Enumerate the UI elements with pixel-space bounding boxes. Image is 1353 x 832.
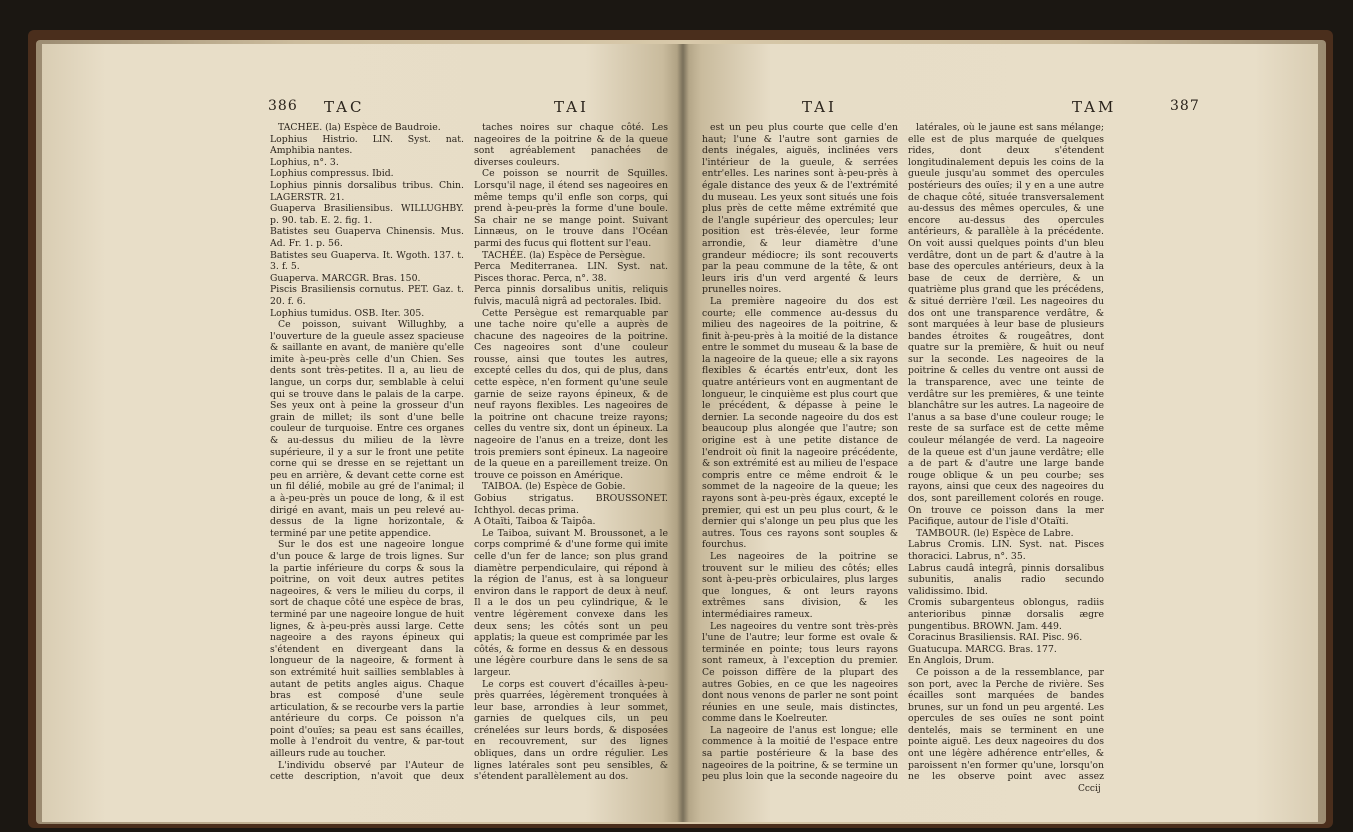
text-line: Perca pinnis dorsalibus unitis, reliquis fulvis, maculâ nigrâ ad pectorales. Ibid. <box>474 284 668 307</box>
text-line: Lophius Histrio. LIN. Syst. nat. Amphibia nantes. <box>270 133 464 157</box>
text-line: TACHÉE. (la) Espèce de Persègue. <box>482 249 646 261</box>
text-line: Lophius pinnis dorsalibus tribus. Chin. LAGERSTR. 21. <box>270 179 464 203</box>
text-line: Cromis subargenteus oblongus, radiis anterioribus pinnæ dorsalis ægre pungentibus. BROWN. Jam. 449. <box>908 597 1104 632</box>
right-page <box>682 44 1318 822</box>
text-line: est un peu plus courte que celle d'en haut; l'une & l'autre sont garnies de dents inégales, aiguës, inclinées vers l'intérieur de la gueule, & serrées entr'elles. Les narines sont à-peu-près à égale distance des yeux & de l'extrémité du museau. Les yeux sont situés une fois plus près de cette même extrémité que de l'angle supérieur des opercules; leur position est très-élevée, leur forme arrondie, & leur diamètre d'une grandeur médiocre; ils sont recouverts par la peau commune de la tête, & ont leurs iris d'un verd argenté & leurs prunelles noires. <box>702 122 898 296</box>
text-line: Guatucupa. MARCG. Bras. 177. <box>908 643 1057 655</box>
text-line: TACHÉE. (la) Espèce de Baudroie. <box>278 122 441 133</box>
text-line: Lophius compressus. Ibid. <box>270 168 394 180</box>
text-line: Les nageoires du ventre sont très-près l'une de l'autre; leur forme est ovale & terminée en pointe; tous leurs rayons sont rameux, à l'exception du premier. Ce poisson diffère de la plupart des autres Gobies, en ce que les nageoires dont nous venons de parler ne sont point réunies en une seule, mais distinctes, comme dans le Koelreuter. <box>702 620 898 725</box>
text-line: Lophius, n°. 3. <box>270 156 339 168</box>
text-line: Lophius tumidus. OSB. Iter. 305. <box>270 307 425 319</box>
open-book <box>28 18 1333 828</box>
left-header-left-word: TAC <box>324 98 365 116</box>
text-line: Sur le dos est une nageoire longue d'un pouce & large de trois lignes. Sur la partie inférieure du corps & sous la poitrine, on voit deux autres petites nageoires, & vers le milieu du corps, il sort de chaque côté une espèce de bras, terminé par une nageoire longue de huit lignes, & à-peu-près aussi large. Cette nageoire a des rayons épineux qui s'étendent en divergeant dans la longueur de la nageoire, & forment à son extrémité huit saillies semblables à autant de petits angles aigus. Chaque bras est composé d'une seule articulation, & se recourbe vers la partie antérieure du corps. Ce poisson n'a point d'ouïes; sa peau est sans écailles, molle à l'endroit du ventre, & par-tout ailleurs rude au toucher. <box>270 539 464 760</box>
text-line: TAIBOA. (le) Espèce de Gobie. <box>482 481 626 493</box>
text-line: TAMBOUR. (le) Espèce de Labre. <box>916 527 1074 539</box>
text-line: L'individu observé par l'Auteur de cette description, n'avoit que deux <box>270 759 464 782</box>
text-line: Labrus Cromis. LIN. Syst. nat. Pisces thoracici. Labrus, n°. 35. <box>908 539 1104 562</box>
right-header-right-word: TAM <box>1072 98 1117 116</box>
text-line: Guaperva. MARCGR. Bras. 150. <box>270 272 421 284</box>
right-header-left-word: TAI <box>802 98 837 116</box>
text-line: Les nageoires de la poitrine se trouvent sur le milieu des côtés; elles sont à-peu-près orbiculaires, plus larges que longues, & ont leurs rayons extrêmes sans division, & les intermédiaires rameux. <box>702 550 898 620</box>
text-line: En Anglois, Drum. <box>908 655 995 667</box>
signature-mark: Cccij <box>1078 784 1101 794</box>
right-running-header <box>682 98 1318 120</box>
text-line: Le Taiboa, suivant M. Broussonet, a le corps comprimé & d'une forme qui imite celle d'un fer de lance; son plus grand diamètre perpendiculaire, qui répond à la région de l'anus, est à sa longueur environ dans le rapport de deux à neuf. Il a le dos un peu cylindrique, & le ventre légèrement convexe dans les deux sens; les côtés sont un peu applatis; la queue est comprimée par les côtés, & forme en dessus & en dessous une légère courbure dans le sens de sa largeur. <box>474 527 668 678</box>
text-line: Guaperva Brasiliensibus. WILLUGHBY. p. 90. tab. E. 2. fig. 1. <box>270 203 464 226</box>
text-line: Batistes seu Guaperva Chinensis. Mus. Ad. Fr. 1. p. 56. <box>270 226 464 249</box>
text-line: Ce poisson se nourrit de Squilles. Lorsqu'il nage, il étend ses nageoires en même temps qu'il enfle son corps, qui prend à-peu-près la forme d'une boule. Sa chair ne se mange point. Suivant Linnæus, on le trouve dans l'Océan parmi des fucus qui flottent sur l'eau. <box>474 168 668 249</box>
text-line: Coracinus Brasiliensis. RAI. Pisc. 96. <box>908 632 1083 644</box>
left-page-column-2 <box>474 122 668 782</box>
text-line: Perca Mediterranea. LIN. Syst. nat. Pisces thorac. Perca, n°. 38. <box>474 261 668 284</box>
right-page-column-1 <box>702 122 898 782</box>
right-page-column-2 <box>908 122 1104 782</box>
text-line: La première nageoire du dos est courte; elle commence au-dessus du milieu des nageoires de la poitrine, & finit à-peu-près à la moitié de la distance entre le sommet du museau & la base de la nageoire de la queue; elle a six rayons flexibles & écartés entr'eux, dont les quatre antérieurs vont en augmentant de longueur, le cinquième est plus court que le précédent, & dépasse à peine le dernier. La seconde nageoire du dos est beaucoup plus alongée que l'autre; son origine est à une petite distance de l'endroit où finit la nageoire précédente, & son extrémité est au milieu de l'espace compris entre ce même endroit & le sommet de la nageoire de la queue; les rayons sont à-peu-près égaux, excepté le premier, qui est un peu plus court, & le dernier qui s'alonge un peu plus que les autres. Tous ces rayons sont souples & fourchus. <box>702 295 898 551</box>
left-header-right-word: TAI <box>554 98 589 116</box>
book-gutter <box>677 44 689 822</box>
text-line: La nageoire de l'anus est longue; elle commence à la moitié de l'espace entre sa partie postérieure & la base des nageoires de la poitrine, & se termine un peu plus loin que la seconde nageoire du <box>702 724 898 782</box>
left-running-header <box>42 98 682 120</box>
text-line: latérales, où le jaune est sans mélange; elle est de plus marquée de quelques rides, dont deux s'étendent longitudinalement depuis les coins de la gueule jusqu'au sommet des opercules postérieurs des ouïes; il y en a une autre de chaque côté, située transversalement au-dessus des mêmes opercules, & une encore au-dessus des opercules antérieurs, & parallèle à la précédente. On voit aussi quelques points d'un bleu verdâtre, dont un de part & d'autre à la base des opercules antérieurs, deux à la base de ceux de derrière, & un quatrième plus grand que les précédens, & situé derrière l'œil. Les nageoires du dos ont une transparence verdâtre, & sont marquées à leur base de plusieurs bandes étroites & rougeâtres, dont quatre sur la première, & huit ou neuf sur la seconde. Les nageoires de la poitrine & celles du ventre ont aussi de la transparence, avec une teinte de verdâtre sur les premières, & une teinte blanchâtre sur les autres. La nageoire de l'anus a sa base d'une couleur rouge; le reste de sa surface est de cette même couleur mélangée de verd. La nageoire de la queue est d'un jaune verdâtre; elle a de part & d'autre une large bande rouge oblique & un peu courbe; ses rayons, ainsi que ceux des nageoires du dos, sont pareillement colorés en rouge. On trouve ce poisson dans la mer Pacifique, autour de l'isle d'Otaïti. <box>908 122 1104 528</box>
left-page <box>42 44 682 822</box>
text-line: Batistes seu Guaperva. It. Wgoth. 137. t. 3. f. 5. <box>270 249 464 273</box>
text-line: A Otaïti, Taiboa & Taipôa. <box>474 516 596 528</box>
text-line: taches noires sur chaque côté. Les nageoires de la poitrine & de la queue sont agréablement panachées de diverses couleurs. <box>474 122 668 168</box>
text-line: Labrus caudâ integrâ, pinnis dorsalibus subunitis, analis radio secundo validissimo. Ibid. <box>908 562 1104 597</box>
left-page-number: 386 <box>268 98 298 114</box>
text-line: Gobius strigatus. BROUSSONET. Ichthyol. decas prima. <box>474 493 668 516</box>
text-line: Cette Persègue est remarquable par une tache noire qu'elle a auprès de chacune des nageoires de la poitrine. Ces nageoires sont d'une couleur rousse, ainsi que toutes les autres, excepté celles du dos, qui de plus, dans cette espèce, n'en forment qu'une seule garnie de seize rayons épineux, & de neuf rayons flexibles. Les nageoires de la poitrine ont chacune treize rayons; celles du ventre six, dont un épineux. La nageoire de l'anus en a treize, dont les trois premiers sont épineux. La nageoire de la queue en a pareillement treize. On trouve ce poisson en Amérique. <box>474 307 668 481</box>
left-page-column-1 <box>270 122 464 782</box>
text-line: Ce poisson a de la ressemblance, par son port, avec la Perche de rivière. Ses écailles sont marquées de bandes brunes, sur un fond un peu argenté. Les opercules de ses ouïes ne sont point dentelés, mais se terminent en une pointe aiguë. Les deux nageoires du dos ont une légère adhérence entr'elles, & paroissent n'en former qu'une, lorsqu'on ne les observe point avec assez <box>908 666 1104 782</box>
text-line: Le corps est couvert d'écailles à-peu-près quarrées, légèrement tronquées à leur base, arrondies à leur sommet, garnies de quelques cils, un peu crénelées sur leurs bords, & disposées en recouvrement, sur des lignes obliques, dans un ordre régulier. Les lignes latérales sont peu sensibles, & s'étendent parallèlement au dos. <box>474 678 668 782</box>
right-page-number: 387 <box>1170 98 1200 114</box>
text-line: Piscis Brasiliensis cornutus. PET. Gaz. t. 20. f. 6. <box>270 284 464 307</box>
text-line: Ce poisson, suivant Willughby, a l'ouverture de la gueule assez spacieuse & saillante en avant, de manière qu'elle imite à-peu-près celle d'un Chien. Ses dents sont très-petites. Il a, au lieu de langue, un corps dur, semblable à celui qui se trouve dans le palais de la carpe. Ses yeux ont à peine la grosseur d'un grain de millet; ils sont d'une belle couleur de turquoise. Entre ces organes & au-dessus du milieu de la lèvre supérieure, il y a sur le front une petite corne qui se dresse en se rejettant un peu en arrière, & devant cette corne est un fil délié, mobile au gré de l'animal; il a à-peu-près un pouce de long, & il est dirigé en avant, mais un peu relevé au-dessus de la ligne horizontale, & terminé par une petite appendice. <box>270 319 464 539</box>
